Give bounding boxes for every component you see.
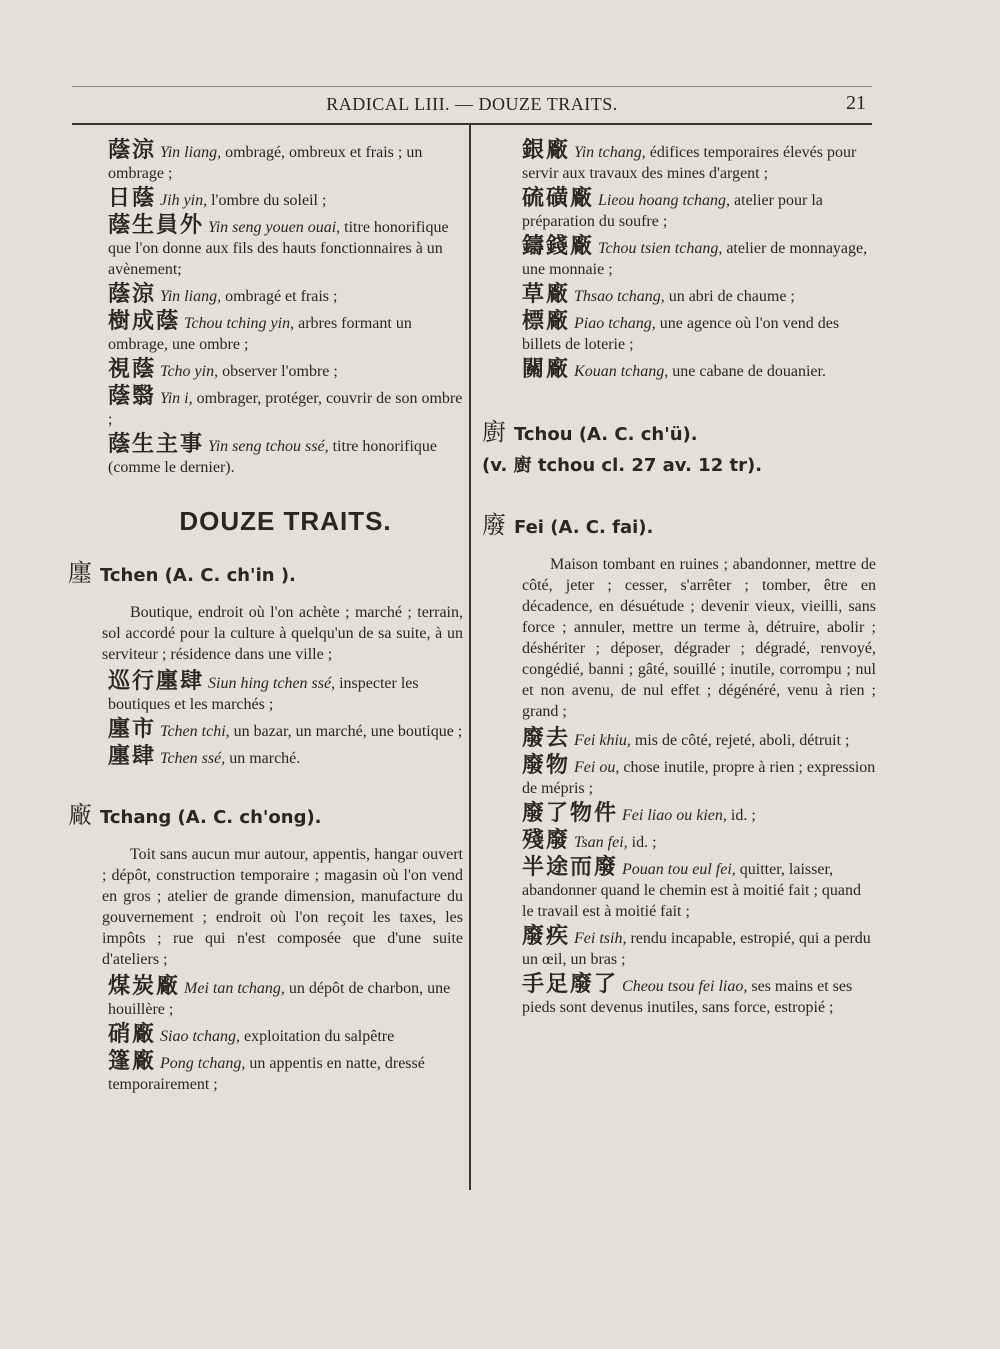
dictionary-entry bbox=[522, 284, 876, 307]
entry-romanization: Tchou tching yin, bbox=[184, 315, 295, 332]
entry-definition: atelier de monnayage, une monnaie ; bbox=[522, 240, 868, 278]
section-title: DOUZE TRAITS. bbox=[179, 506, 392, 536]
entry-romanization: Yin seng youen ouai, bbox=[208, 219, 341, 236]
header-title: RADICAL LIII. — DOUZE TRAITS. bbox=[326, 94, 618, 114]
dictionary-entry bbox=[522, 140, 876, 184]
definition-paragraph: Maison tombant en ruines ; abandonner, mettre de côté, jeter ; cesser, s'arrêter ; tomber, être en décadence, en désuétude ; devenir vieux, vieilli, sans force ; annuler, mettre un terme à, détruire, abolir ; déshériter ; déposer, dégrader ; dégradé, renvoyé, congédié, banni ; gâté, souillé ; inutile, corrompu ; nul et non avenu, de nul effet ; dégénéré, venu à rien ; grand ; bbox=[522, 556, 876, 720]
entry-definition: titre honorifique (comme le dernier). bbox=[108, 438, 438, 476]
headword-text: Tchang (A. C. ch'ong). bbox=[100, 807, 322, 828]
entry-definition: édifices temporaires élevés pour servir aux travaux des mines d'argent ; bbox=[522, 144, 857, 182]
entry-characters: 關廠 bbox=[522, 357, 571, 382]
entry-romanization: Yin tchang, bbox=[574, 144, 646, 161]
headword-tchou bbox=[482, 412, 876, 447]
entry-characters: 巡行廛肆 bbox=[108, 669, 205, 694]
entry-definition: ombragé et frais ; bbox=[221, 288, 338, 305]
entry-characters: 鑄錢廠 bbox=[522, 234, 595, 259]
entry-definition: observer l'ombre ; bbox=[218, 363, 338, 380]
entry-romanization: Jih yin, bbox=[160, 192, 208, 209]
entry-characters: 廢物 bbox=[522, 753, 571, 778]
headword-tchen bbox=[68, 553, 463, 588]
entry-romanization: Fei ou, bbox=[574, 759, 620, 776]
entry-romanization: Yin i, bbox=[160, 390, 193, 407]
headword-character: 廢 bbox=[482, 511, 506, 539]
entry-definition: l'ombre du soleil ; bbox=[207, 192, 327, 209]
entry-definition: id. ; bbox=[726, 807, 756, 824]
entry-characters: 蔭生員外 bbox=[108, 213, 205, 238]
entry-characters: 硝廠 bbox=[108, 1022, 157, 1047]
entry-characters: 半途而廢 bbox=[522, 855, 619, 880]
entry-characters: 廢了物件 bbox=[522, 801, 619, 826]
headword-character: 廠 bbox=[68, 801, 92, 829]
entry-definition: un abri de chaume ; bbox=[664, 288, 795, 305]
dictionary-entry bbox=[108, 215, 463, 280]
headword-text: Fei (A. C. fai). bbox=[514, 517, 654, 538]
entry-characters: 視蔭 bbox=[108, 357, 157, 382]
dictionary-entry bbox=[522, 359, 876, 382]
entry-romanization: Pouan tou eul fei, bbox=[622, 861, 736, 878]
dictionary-entry bbox=[522, 830, 876, 853]
entry-romanization: Yin liang, bbox=[160, 144, 222, 161]
entry-definition: un marché. bbox=[225, 750, 301, 767]
dictionary-entry bbox=[108, 1024, 463, 1047]
dictionary-entry bbox=[108, 719, 463, 742]
entry-characters: 廢疾 bbox=[522, 924, 571, 949]
entry-characters: 標廠 bbox=[522, 309, 571, 334]
dictionary-entry bbox=[522, 926, 876, 970]
entry-characters: 廢去 bbox=[522, 726, 571, 751]
dictionary-entry bbox=[108, 434, 463, 478]
page-number: 21 bbox=[846, 92, 866, 114]
dictionary-entry bbox=[522, 857, 876, 922]
entry-definition: rendu incapable, estropié, qui a perdu un œil, un bras ; bbox=[522, 930, 871, 968]
entry-romanization: Cheou tsou fei liao, bbox=[622, 978, 748, 995]
left-column bbox=[68, 138, 463, 1099]
running-header bbox=[72, 92, 872, 120]
dictionary-entry bbox=[522, 803, 876, 826]
entry-romanization: Siao tchang, bbox=[160, 1028, 241, 1045]
dictionary-entry bbox=[108, 359, 463, 382]
entry-definition: une cabane de douanier. bbox=[668, 363, 826, 380]
entry-romanization: Yin liang, bbox=[160, 288, 222, 305]
entry-romanization: Siun hing tchen ssé, bbox=[208, 675, 336, 692]
entry-definition: ses mains et ses pieds sont devenus inutiles, sans force, estropié ; bbox=[522, 978, 853, 1016]
dictionary-entry bbox=[522, 311, 876, 355]
entry-definition: chose inutile, propre à rien ; expression de mépris ; bbox=[522, 759, 876, 797]
entry-romanization: Mei tan tchang, bbox=[184, 980, 285, 997]
entry-characters: 草廠 bbox=[522, 282, 571, 307]
entry-definition: une agence où l'on vend des billets de loterie ; bbox=[522, 315, 840, 353]
entry-romanization: Thsao tchang, bbox=[574, 288, 665, 305]
entry-romanization: Piao tchang, bbox=[574, 315, 656, 332]
entry-characters: 樹成蔭 bbox=[108, 309, 181, 334]
entry-characters: 蔭生主事 bbox=[108, 432, 205, 457]
headword-character: 廚 bbox=[482, 418, 506, 446]
entry-romanization: Kouan tchang, bbox=[574, 363, 669, 380]
entry-characters: 日蔭 bbox=[108, 186, 157, 211]
top-rule bbox=[72, 86, 872, 87]
dictionary-entry bbox=[108, 1051, 463, 1095]
headword-tchang bbox=[68, 795, 463, 830]
dictionary-entry bbox=[108, 386, 463, 430]
entry-characters: 手足廢了 bbox=[522, 972, 619, 997]
dictionary-entry bbox=[108, 188, 463, 211]
dictionary-entry bbox=[522, 188, 876, 232]
entry-characters: 煤炭廠 bbox=[108, 974, 181, 999]
entry-romanization: Fei khiu, bbox=[574, 732, 631, 749]
dictionary-entry bbox=[522, 974, 876, 1018]
entry-romanization: Tchou tsien tchang, bbox=[598, 240, 723, 257]
entry-romanization: Tchen tchi, bbox=[160, 723, 230, 740]
entry-definition: ombragé, ombreux et frais ; un ombrage ; bbox=[108, 144, 423, 182]
entry-romanization: Lieou hoang tchang, bbox=[598, 192, 731, 209]
cross-reference: (v. 廚 tchou cl. 27 av. 12 tr). bbox=[482, 455, 763, 476]
dictionary-entry bbox=[108, 311, 463, 355]
entry-definition: id. ; bbox=[627, 834, 657, 851]
entry-romanization: Fei liao ou kien, bbox=[622, 807, 727, 824]
entry-romanization: Tsan fei, bbox=[574, 834, 628, 851]
entry-characters: 廛肆 bbox=[108, 744, 157, 769]
entry-definition: exploitation du salpêtre bbox=[240, 1028, 395, 1045]
dictionary-entry bbox=[108, 976, 463, 1020]
entry-characters: 硫磺廠 bbox=[522, 186, 595, 211]
headword-fei bbox=[482, 505, 876, 540]
entry-romanization: Yin seng tchou ssé, bbox=[208, 438, 329, 455]
entry-characters: 銀廠 bbox=[522, 138, 571, 163]
dictionary-entry bbox=[108, 284, 463, 307]
dictionary-entry bbox=[108, 746, 463, 769]
entry-characters: 蔭涼 bbox=[108, 138, 157, 163]
entry-characters: 廛市 bbox=[108, 717, 157, 742]
entry-definition: ombrager, protéger, couvrir de son ombre ; bbox=[108, 390, 463, 428]
dictionary-entry bbox=[522, 755, 876, 799]
dictionary-entry bbox=[522, 236, 876, 280]
entry-romanization: Tcho yin, bbox=[160, 363, 219, 380]
definition-paragraph: Boutique, endroit où l'on achète ; marché ; terrain, sol accordé pour la culture à quelqu'un de sa suite, à un serviteur ; résidence dans une ville ; bbox=[102, 604, 463, 663]
entry-characters: 篷廠 bbox=[108, 1049, 157, 1074]
dictionary-entry bbox=[108, 140, 463, 184]
entry-characters: 蔭翳 bbox=[108, 384, 157, 409]
entry-romanization: Pong tchang, bbox=[160, 1055, 246, 1072]
headword-text: Tchou (A. C. ch'ü). bbox=[514, 424, 698, 445]
entry-characters: 殘廢 bbox=[522, 828, 571, 853]
entry-characters: 蔭涼 bbox=[108, 282, 157, 307]
entry-definition: un bazar, un marché, une boutique ; bbox=[229, 723, 463, 740]
entry-romanization: Fei tsih, bbox=[574, 930, 627, 947]
headword-text: Tchen (A. C. ch'in ). bbox=[100, 565, 296, 586]
entry-definition: atelier pour la préparation du soufre ; bbox=[522, 192, 823, 230]
entry-definition: arbres formant un ombrage, une ombre ; bbox=[108, 315, 412, 353]
headword-character: 廛 bbox=[68, 559, 92, 587]
header-rule bbox=[72, 123, 872, 125]
dictionary-entry bbox=[108, 671, 463, 715]
entry-definition: quitter, laisser, abandonner quand le chemin est à moitié fait ; quand le travail est à moitié fait ; bbox=[522, 861, 861, 920]
definition-paragraph: Toit sans aucun mur autour, appentis, hangar ouvert ; dépôt, construction temporaire ; magasin où l'on vend en gros ; atelier de grande dimension, manufacture du gouvernement ; endroit où l'on reçoit les taxes, les impôts ; rue qui n'est composée que d'une suite d'ateliers ; bbox=[102, 846, 463, 968]
column-divider bbox=[469, 125, 471, 1190]
entry-definition: inspecter les boutiques et les marchés ; bbox=[108, 675, 419, 713]
entry-definition: mis de côté, rejeté, aboli, détruit ; bbox=[630, 732, 850, 749]
entry-definition: titre honorifique que l'on donne aux fils des hauts fonctionnaires à un avènement; bbox=[108, 219, 449, 278]
entry-definition: un dépôt de charbon, une houillère ; bbox=[108, 980, 451, 1018]
entry-romanization: Tchen ssé, bbox=[160, 750, 226, 767]
right-column bbox=[482, 138, 876, 1022]
entry-definition: un appentis en natte, dressé temporairement ; bbox=[108, 1055, 425, 1093]
dictionary-entry bbox=[522, 728, 876, 751]
